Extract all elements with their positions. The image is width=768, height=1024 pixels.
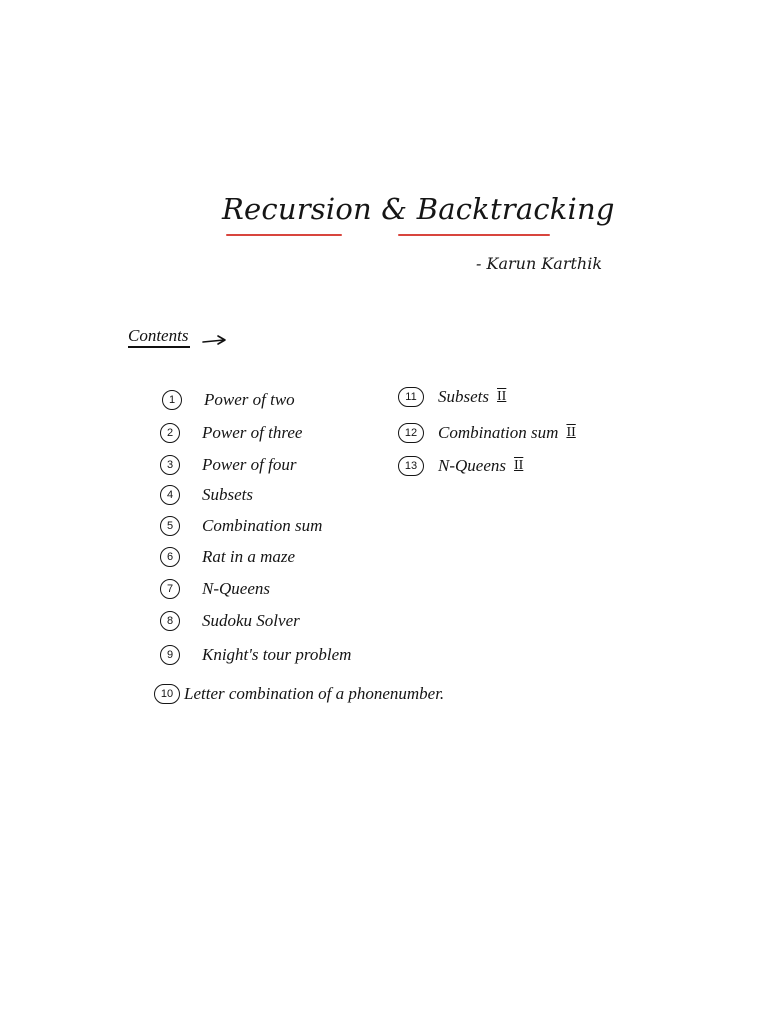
roman-numeral-suffix: II bbox=[513, 458, 524, 473]
contents-item-9 bbox=[160, 645, 351, 665]
contents-heading: Contents bbox=[128, 326, 189, 345]
item-number-badge: 4 bbox=[160, 485, 180, 505]
item-number-badge: 2 bbox=[160, 423, 180, 443]
item-label: Letter combination of a phonenumber. bbox=[184, 684, 445, 703]
item-label: Power of two bbox=[204, 390, 295, 409]
title-underline-recursion bbox=[226, 234, 342, 236]
contents-item-12 bbox=[398, 423, 576, 443]
item-number-badge: 5 bbox=[160, 516, 180, 536]
contents-item-8 bbox=[160, 611, 300, 631]
item-label: Power of three bbox=[202, 423, 303, 442]
contents-item-6 bbox=[160, 547, 295, 567]
contents-item-10 bbox=[154, 684, 444, 704]
item-number-badge: 1 bbox=[162, 390, 182, 410]
item-label: Power of four bbox=[202, 455, 297, 474]
item-number-badge: 8 bbox=[160, 611, 180, 631]
author: - Karun Karthik bbox=[476, 254, 603, 273]
item-number-badge: 6 bbox=[160, 547, 180, 567]
item-number-badge: 10 bbox=[154, 684, 180, 704]
item-label: Rat in a maze bbox=[202, 547, 296, 566]
item-label: Sudoku Solver bbox=[202, 611, 300, 630]
item-label: Subsets bbox=[438, 387, 489, 406]
item-number-badge: 9 bbox=[160, 645, 180, 665]
item-label: Combination sum bbox=[202, 516, 323, 535]
roman-numeral-suffix: II bbox=[497, 389, 507, 404]
item-number-badge: 13 bbox=[398, 456, 424, 476]
item-label: N-Queens bbox=[438, 456, 506, 475]
item-label: Subsets bbox=[202, 485, 253, 504]
item-label: N-Queens bbox=[202, 579, 270, 598]
item-number-badge: 12 bbox=[398, 423, 424, 443]
contents-item-1 bbox=[162, 390, 295, 410]
roman-numeral-suffix: II bbox=[566, 425, 576, 440]
contents-heading-underline bbox=[128, 346, 190, 348]
contents-item-13 bbox=[398, 456, 523, 476]
contents-item-2 bbox=[160, 423, 302, 443]
title-underline-backtracking bbox=[398, 234, 550, 236]
contents-item-3 bbox=[160, 455, 296, 475]
contents-item-4 bbox=[160, 485, 253, 505]
contents-item-5 bbox=[160, 516, 322, 536]
contents-item-11 bbox=[398, 387, 506, 407]
page-title: Recursion & Backtracking bbox=[222, 192, 615, 226]
item-number-badge: 11 bbox=[398, 387, 424, 407]
item-number-badge: 7 bbox=[160, 579, 180, 599]
right-arrow-icon bbox=[202, 333, 228, 347]
item-label: Combination sum bbox=[438, 423, 559, 442]
item-number-badge: 3 bbox=[160, 455, 180, 475]
item-label: Knight's tour problem bbox=[202, 645, 352, 664]
contents-item-7 bbox=[160, 579, 270, 599]
